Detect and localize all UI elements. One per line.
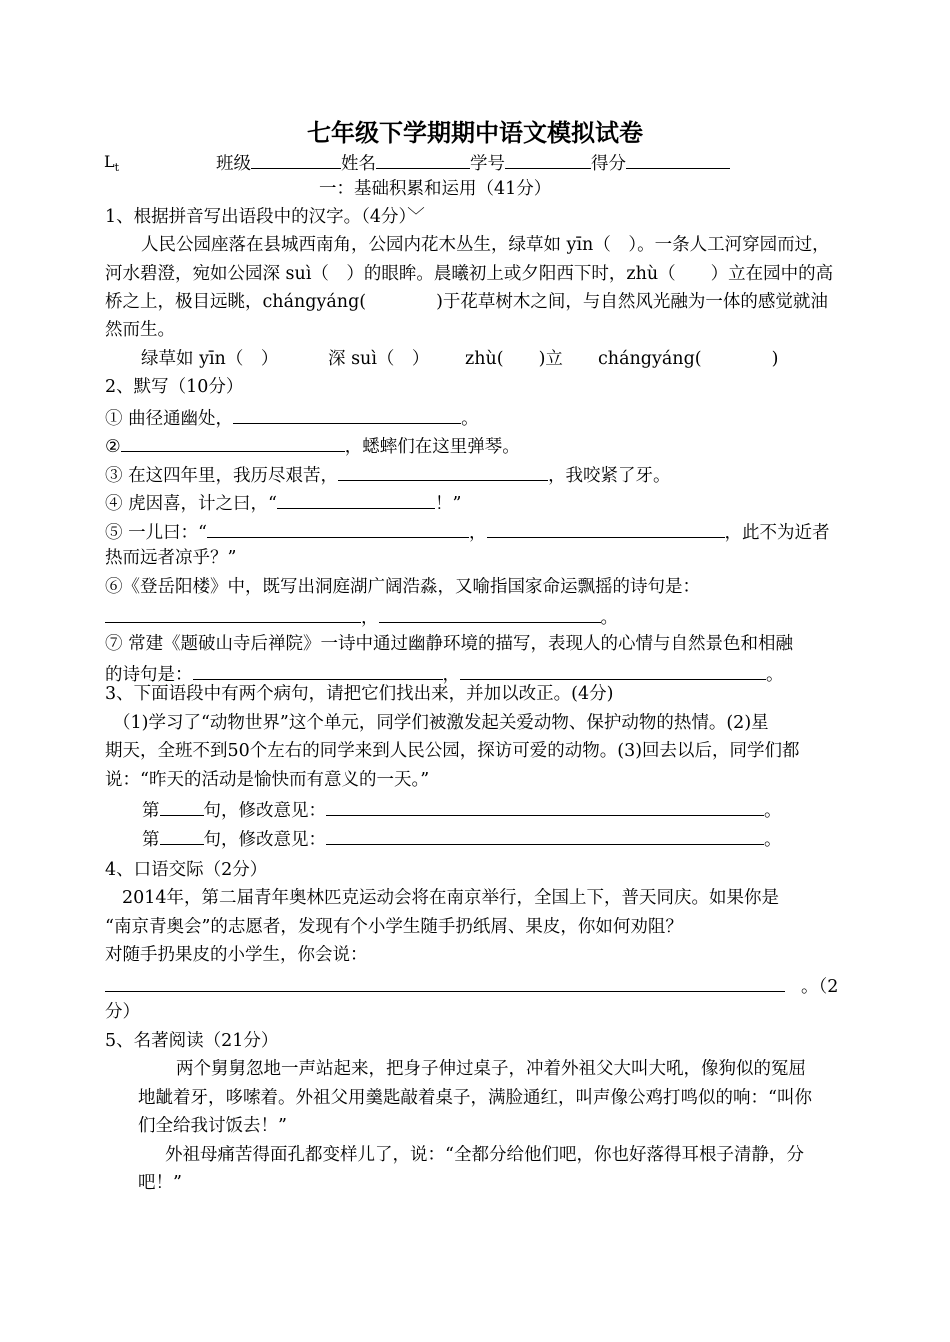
q3-sentence-blank-1[interactable] bbox=[160, 800, 204, 816]
q1-heading-text: 1、根据拼音写出语段中的汉字。（4分） bbox=[105, 207, 408, 227]
q2-line-3 bbox=[105, 465, 671, 486]
q4-answer-tail: 。（2 bbox=[801, 977, 839, 997]
q3-answer-row-2 bbox=[142, 829, 782, 850]
q4-score-tail: 分） bbox=[105, 1002, 140, 1022]
q2-blank-3[interactable] bbox=[338, 465, 548, 481]
class-label: 班级 bbox=[216, 154, 251, 174]
q1-answer-1[interactable]: 绿草如 yīn（ ） bbox=[141, 349, 279, 369]
q1-para-line-2: 河水碧澄，宛如公园深 suì（ ）的眼眸。晨曦初上或夕阳西下时，zhù（ ）立在园中的高 bbox=[105, 264, 834, 284]
q2-blank-2[interactable] bbox=[121, 436, 345, 452]
q4-heading: 4、口语交际（2分） bbox=[105, 860, 268, 880]
q2-line-1 bbox=[105, 408, 479, 429]
q2-line-3-end: ，我咬紧了牙。 bbox=[548, 466, 671, 486]
q1-para-line-1: 人民公园座落在县城西南角，公园内花木丛生，绿草如 yīn（ ）。一条人工河穿园而过， bbox=[141, 235, 830, 255]
q3-answer-row-1 bbox=[142, 800, 782, 821]
q3-revision-blank-1[interactable] bbox=[326, 800, 764, 816]
corner-mark: $L_t$ bbox=[104, 152, 120, 175]
q1-answer-4[interactable]: chángyáng( ) bbox=[598, 349, 779, 369]
q2-blank-7b[interactable] bbox=[460, 664, 766, 680]
q2-line-6-end: 。 bbox=[600, 608, 618, 628]
q2-line-6-comma: ， bbox=[361, 608, 379, 628]
q2-line-5 bbox=[105, 522, 830, 543]
q3-para-line-3: 说：“昨天的活动是愉快而有意义的一天。” bbox=[105, 770, 430, 790]
score-blank[interactable] bbox=[626, 153, 730, 169]
q5-passage-line-2: 地龇着牙，哆嗦着。外祖父用羹匙敲着桌子，满脸通红，叫声像公鸡打鸣似的响：“叫你 bbox=[138, 1088, 812, 1108]
score-label: 得分 bbox=[591, 154, 626, 174]
q1-para-line-4: 然而生。 bbox=[105, 320, 175, 340]
q2-blank-5b[interactable] bbox=[487, 522, 725, 538]
q4-answer-row bbox=[105, 976, 838, 997]
q3-heading: 3、下面语段中有两个病句，请把它们找出来，并加以改正。(4分) bbox=[105, 684, 614, 704]
q2-line-6: ⑥《登岳阳楼》中，既写出洞庭湖广阔浩淼，又喻指国家命运飘摇的诗句是： bbox=[105, 577, 700, 597]
q2-line-7-text: 的诗句是： bbox=[105, 665, 193, 685]
q4-para-line-3: 对随手扔果皮的小学生，你会说： bbox=[105, 945, 368, 965]
q2-line-4 bbox=[105, 493, 461, 514]
q3-para-line-1: （1)学习了“动物世界”这个单元，同学们被激发起关爱动物、保护动物的热情。(2)星 bbox=[113, 713, 769, 733]
section1-title: 一：基础积累和运用（41分） bbox=[319, 179, 552, 199]
q2-line-1-end: 。 bbox=[461, 409, 479, 429]
q1-heading-mark: ﹀ bbox=[407, 207, 425, 227]
q2-blank-6b[interactable] bbox=[379, 607, 601, 623]
q3-answer-2-pre: 第 bbox=[142, 830, 160, 850]
q3-answer-1-pre: 第 bbox=[142, 801, 160, 821]
q2-line-5-comma: ， bbox=[469, 523, 487, 543]
q2-line-5-text: ⑤ 一儿曰：“ bbox=[105, 523, 208, 543]
q4-para-line-1: 2014年，第二届青年奥林匹克运动会将在南京举行，全国上下，普天同庆。如果你是 bbox=[122, 888, 780, 908]
q2-blank-5a[interactable] bbox=[207, 522, 469, 538]
q3-answer-1-mid: 句，修改意见： bbox=[203, 801, 326, 821]
q2-line-7-end: 。 bbox=[766, 665, 784, 685]
q3-answer-2-mid: 句，修改意见： bbox=[203, 830, 326, 850]
exam-title: 七年级下学期期中语文模拟试卷 bbox=[307, 118, 643, 147]
q2-line-2 bbox=[105, 436, 520, 457]
q3-revision-blank-2[interactable] bbox=[326, 829, 764, 845]
q3-sentence-blank-2[interactable] bbox=[160, 829, 204, 845]
header-fields bbox=[216, 153, 730, 174]
id-label: 学号 bbox=[470, 154, 505, 174]
q3-para-line-2: 期天，全班不到50个左右的同学来到人民公园，探访可爱的动物。(3)回去以后，同学们都 bbox=[105, 741, 800, 761]
q2-line-2-text: ，蟋蟀们在这里弹琴。 bbox=[344, 437, 520, 457]
q5-passage-line-4: 外祖母痛苦得面孔都变样儿了，说：“全都分给他们吧，你也好落得耳根子清静，分 bbox=[165, 1145, 804, 1165]
q2-line-7: ⑦ 常建《题破山寺后禅院》一诗中通过幽静环境的描写，表现人的心情与自然景色和相融 bbox=[105, 634, 794, 654]
q2-line-4-end: ！” bbox=[435, 494, 462, 514]
q5-passage-line-5: 吧！” bbox=[138, 1173, 182, 1193]
name-label: 姓名 bbox=[341, 154, 376, 174]
q2-line-1-text: ① 曲径通幽处， bbox=[105, 409, 234, 429]
q2-line-7-answer bbox=[105, 664, 784, 685]
q2-blank-7a[interactable] bbox=[193, 664, 443, 680]
q2-line-5-cont: 热而远者凉乎？” bbox=[105, 548, 237, 568]
q2-line-5-end: ，此不为近者 bbox=[724, 523, 830, 543]
q1-heading bbox=[105, 209, 425, 227]
q5-passage-line-1: 两个舅舅忽地一声站起来，把身子伸过桌子，冲着外祖父大叫大吼，像狗似的冤屈 bbox=[176, 1059, 806, 1079]
q2-line-6-answer bbox=[105, 607, 618, 628]
name-blank[interactable] bbox=[376, 153, 470, 169]
q4-answer-blank[interactable] bbox=[105, 976, 785, 992]
q2-line-7-comma: ， bbox=[442, 665, 460, 685]
q4-para-line-2: “南京青奥会”的志愿者，发现有个小学生随手扔纸屑、果皮，你如何劝阻？ bbox=[105, 917, 683, 937]
q2-blank-1[interactable] bbox=[233, 408, 461, 424]
class-blank[interactable] bbox=[251, 153, 341, 169]
q1-para-line-3: 桥之上，极目远眺，chángyáng( )于花草树木之间，与自然风光融为一体的感觉就油 bbox=[105, 292, 828, 312]
q3-answer-1-end: 。 bbox=[764, 801, 782, 821]
q2-line-4-text: ④ 虎因喜，计之曰，“ bbox=[105, 494, 278, 514]
q2-blank-6a[interactable] bbox=[105, 607, 361, 623]
q5-passage-line-3: 们全给我讨饭去！” bbox=[138, 1116, 287, 1136]
q3-answer-2-end: 。 bbox=[764, 830, 782, 850]
q2-line-3-text: ③ 在这四年里，我历尽艰苦， bbox=[105, 466, 339, 486]
q1-answer-2[interactable]: 深 suì（ ） bbox=[328, 349, 430, 369]
q1-answer-3[interactable]: zhù( )立 bbox=[465, 349, 563, 369]
id-blank[interactable] bbox=[505, 153, 591, 169]
q5-heading: 5、名著阅读（21分） bbox=[105, 1031, 279, 1051]
q2-heading: 2、默写（10分） bbox=[105, 377, 244, 397]
q2-line-2-num: ② bbox=[105, 437, 121, 457]
q2-blank-4[interactable] bbox=[277, 493, 435, 509]
